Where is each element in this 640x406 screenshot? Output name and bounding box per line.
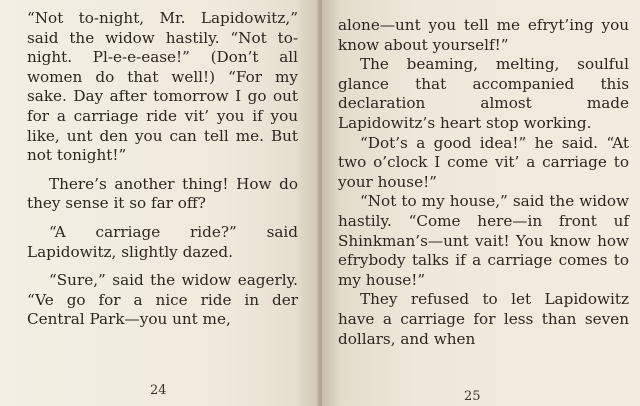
paragraph: alone—unt you tell me efryt’ing you know about yourself!” [338,16,629,54]
paragraph: The beaming, melting, soulful glance that accompanied this declaration almost made Lapidowitz’s heart stop working. [338,55,629,132]
paragraph: They refused to let Lapidowitz have a carriage for less than seven dollars, and when [338,290,629,348]
right-page [322,0,640,406]
page-number: 25 [464,389,481,404]
paragraph: “Not to-night, Mr. Lapidowitz,” said the widow hastily. “Not to-night. Pl-e-e-ease!” (Don’t all women do that well!) “For my sake. Day after tomorrow I go out for a carriage ride vit’ you if you like, unt den you can tell me. But not tonight!” [27,9,298,165]
paragraph: “Sure,” said the widow eagerly. “Ve go for a nice ride in der Central Park—you unt me, [27,271,298,329]
paragraph: “Dot’s a good idea!” he said. “At two o’clock I come vit’ a carriage to your house!” [338,133,629,191]
paragraph: “Not to my house,” said the widow hastily. “Come here—in front uf Shinkman’s—unt vait! You know how efrybody talks if a carriage comes to my house!” [338,192,629,289]
paragraph: “A carriage ride?” said Lapidowitz, slightly dazed. [27,222,298,261]
right-page-text [338,16,629,349]
paragraph: There’s another thing! How do they sense it so far off? [27,174,298,213]
page-number: 24 [150,383,167,398]
left-page-text [27,9,298,330]
